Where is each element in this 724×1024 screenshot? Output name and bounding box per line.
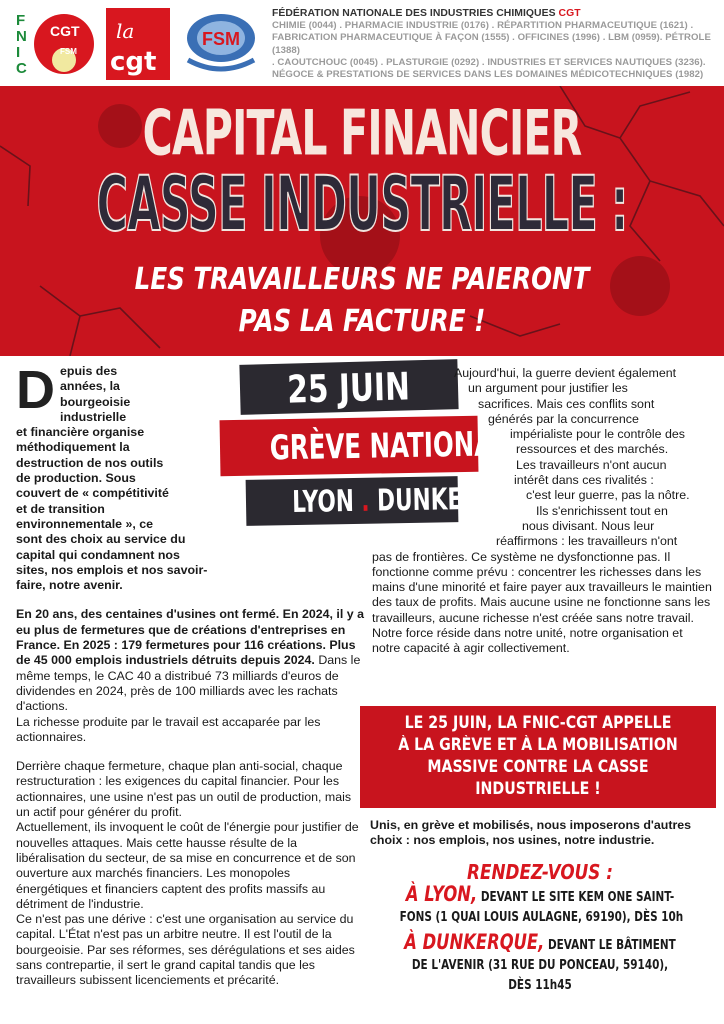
federation-title: FÉDÉRATION NATIONALE DES INDUSTRIES CHIMIQUES CGT: [272, 8, 581, 19]
branch-line: FABRICATION PHARMACEUTIQUE À FAÇON (1555) . OFFICINES (1996) . LBM (0959). PÉTROLE (1388): [272, 32, 711, 56]
svg-text:I: I: [16, 44, 21, 61]
facts-paragraph: En 20 ans, des centaines d'usines ont fermé. En 2024, il y a eu plus de fermetures que de créations d'entreprises en France. En 2025 : 179 fermetures pour 116 créations. Plus de 45 000 emplois industriels détruits depuis 2024. Dans le même temps, le CAC 40 a distribué 73 milliards d'euros de dividendes en 2024, près de 100 milliards avec les rachats d'actions.: [16, 607, 364, 714]
closure-paragraph: Derrière chaque fermeture, chaque plan anti-social, chaque restructuration : les exigences du capital financier. Pour les actionnaires, une usine n'est pas un outil de production, mais un actif pour générer du profit.: [16, 759, 352, 820]
title-banner: [0, 86, 724, 356]
federation-block: [272, 8, 718, 81]
lyon-address: FONS (1 QUAI LOUIS AULAGNE, 69190), DÈS 10h: [399, 910, 684, 925]
lyon-line: À LYON, DEVANT LE SITE KEM ONE SAINT-: [405, 882, 675, 906]
unity-statement: Unis, en grève et mobilisés, nous imposerons d'autres choix : nos emplois, nos usines, notre industrie.: [370, 818, 692, 848]
svg-text:F: F: [16, 12, 26, 29]
svg-text:CGT: CGT: [50, 23, 80, 39]
strike-label: GRÈVE NATIONALE: [220, 416, 479, 476]
title-line-1: CAPITAL FINANCIER: [142, 96, 582, 170]
svg-text:N: N: [16, 28, 27, 45]
strike-cities: LYON . DUNKERQUE: [246, 476, 459, 526]
svg-text:FSM: FSM: [60, 47, 77, 56]
strike-date: 25 JUIN: [239, 359, 458, 415]
subtitle-line-2: PAS LA FACTURE !: [238, 304, 486, 339]
svg-text:la: la: [116, 19, 135, 43]
dunkerque-time: DÈS 11h45: [508, 978, 572, 993]
dunkerque-line: À DUNKERQUE, DEVANT LE BÂTIMENT: [404, 930, 676, 954]
svg-text:C: C: [16, 60, 27, 76]
fsm-logo: [178, 8, 264, 76]
branch-line: NÉGOCE & PRESTATIONS DE SERVICES DANS LES DOMAINES MÉDICOTECHNIQUES (1982): [272, 69, 704, 81]
svg-text:FSM: FSM: [202, 29, 240, 49]
dunkerque-address: DE L'AVENIR (31 RUE DU PONCEAU, 59140),: [411, 958, 669, 973]
fnic-cgt-logo: [14, 8, 100, 76]
energy-paragraph: Actuellement, ils invoquent le coût de l'énergie pour justifier de nouvelles attaques. Mais cette hausse résulte de la libéralisation du secteur, de sa mise en concurrence et de son ouverture aux marchés financiers. Les monopoles énergétiques et financiers captent des profits massifs au détriment de l'industrie.: [16, 820, 359, 911]
meeting-points: [360, 860, 720, 996]
subtitle-line-1: LES TRAVAILLEURS NE PAIERONT: [134, 262, 590, 297]
dropcap: D: [16, 360, 55, 420]
right-column: Aujourd'hui, la guerre devient également un argument pour justifier les sacrifices. Mais ces conflits sont générés par la concurrence impérialiste pour le contrôle des ressources et des marchés. Les travailleurs n'ont aucun intérêt dans ces rivalités : c'est leur guerre, pas la nôtre. Ils s'enrichissent tout en nous divisant. Nous leur réaffirmons : les travailleurs n'ont pas de frontières. Ce système ne dysfonctionne pas. Il fonctionne comme prévu : concentrer les richesses dans les mains d'une minorité et faire payer aux travailleurs le maintien des taux de profits. Mais aucune usine ne fonctionne sans les travailleurs, aucune richesse n'est créée sans notre travail. Notre force réside dans notre unité, notre organisation et notre capacité à agir collectivement.: [372, 366, 712, 656]
wealth-paragraph: La richesse produite par le travail est accaparée par les actionnaires.: [16, 714, 321, 744]
intro-paragraph: D epuis des années, la bourgeoisie industrielle et financière organise méthodiquement la destruction de nos outils de production. Sous couvert de « compétitivité et de transition environnementale », ce sont des choix au service du capital qui condamnent nos sites, nos emplois et nos savoir- faire, notre avenir.: [16, 360, 208, 593]
system-paragraph: pas de frontières. Ce système ne dysfonctionne pas. Il fonctionne comme prévu : concentrer les richesses dans les mains d'une minorité et faire payer aux travailleurs le maintien des taux de profits. Mais aucune usine ne fonctionne sans les travailleurs, aucune richesse n'est créée sans notre travail. Notre force réside dans notre unité, notre organisation et notre capacité à agir collectivement.: [372, 549, 712, 656]
cgt-logo: [106, 8, 170, 80]
branch-line: . CAOUTCHOUC (0045) . PLASTURGIE (0292) . INDUSTRIES ET SERVICES NAUTIQUES (3236).: [272, 56, 706, 68]
page-header: [0, 0, 724, 86]
state-paragraph: Ce n'est pas une dérive : c'est une organisation au service du capital. L'État n'est pas un arbitre neutre. Il est l'outil de la bourgeoisie. Par ses réformes, ses dérégulations et ses aides sans contrepartie, il sert le grand capital tandis que les travailleurs subissent licenciements et précarité.: [16, 912, 355, 988]
title-line-2: CASSE INDUSTRIELLE :: [96, 159, 628, 249]
rendezvous-title: RENDEZ-VOUS :: [467, 860, 613, 884]
strike-callout: LE 25 JUIN, LA FNIC-CGT APPELLE À LA GRÈVE ET À LA MOBILISATION MASSIVE CONTRE LA CASSE INDUSTRIELLE !: [360, 706, 716, 808]
svg-text:cgt: cgt: [110, 47, 157, 77]
branch-line: CHIMIE (0044) . PHARMACIE INDUSTRIE (0176) . RÉPARTITION PHARMACEUTIQUE (1621) .: [272, 20, 694, 32]
